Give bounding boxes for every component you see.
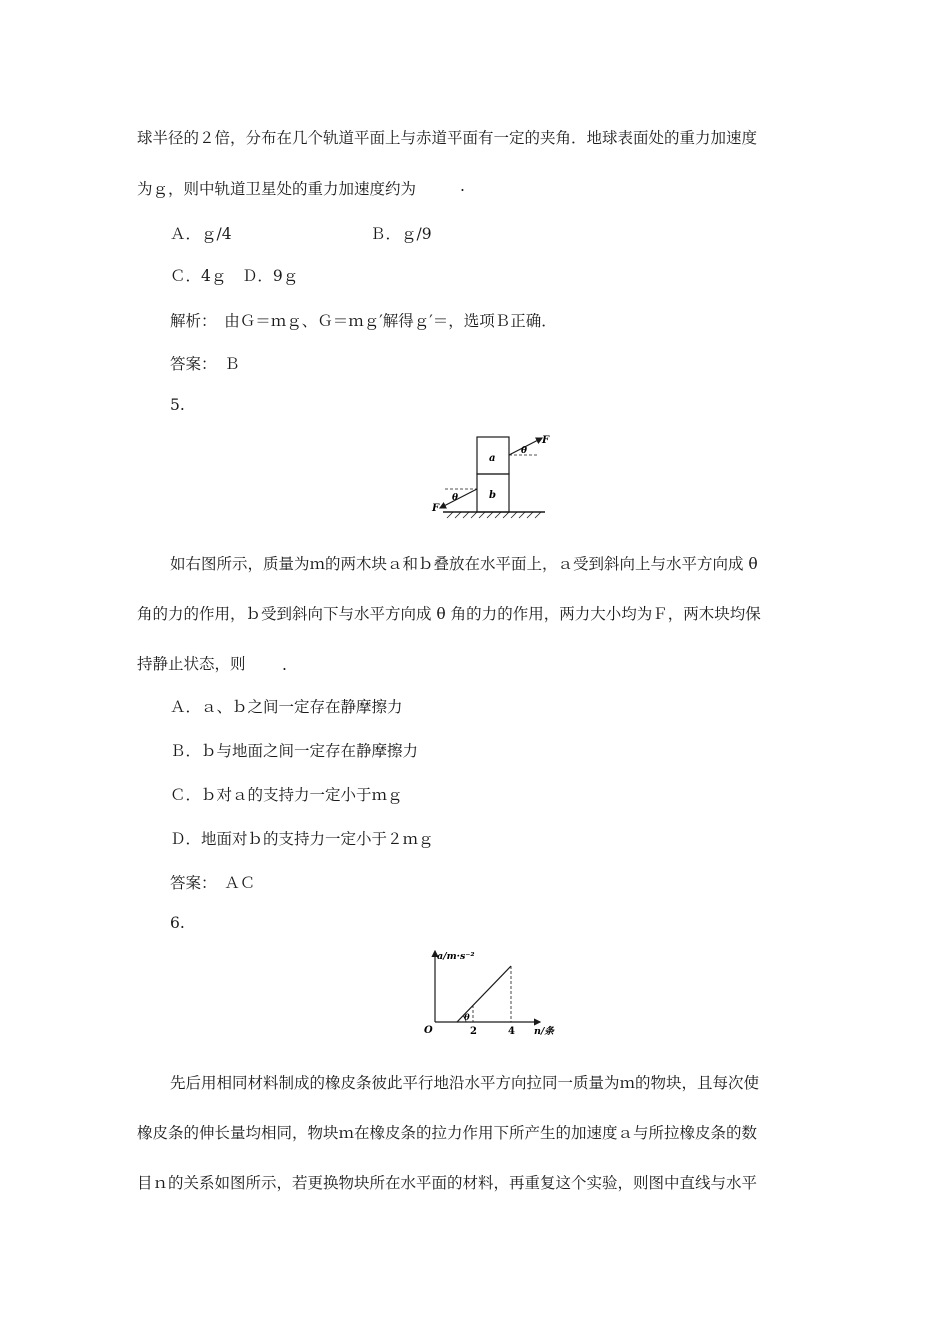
q6-graph-figure [420,945,570,1040]
angle-label-upper: θ [521,446,528,456]
ground-hatching [447,512,541,518]
q4-answer: 答案： Ｂ [170,355,240,373]
q4-stem-line-2: 为ｇ，则中轨道卫星处的重力加速度约为 [137,180,417,198]
q5-answer: 答案： ＡＣ [170,874,256,892]
q4-analysis: 解析： 由Ｇ＝ｍｇ、Ｇ＝ｍｇ′解得ｇ′＝，选项Ｂ正确． [170,312,557,330]
q5-stem-line-2: 角的力的作用，ｂ受到斜向下与水平方向成 θ 角的力的作用，两力大小均为Ｆ，两木块均保 [137,605,761,623]
q5-blank-dot: . [282,656,287,674]
q6-stem-line-3: 目ｎ的关系如图所示，若更换物块所在水平面的材料，再重复这个实验，则图中直线与水平 [137,1174,758,1192]
q5-stem-line-3: 持静止状态，则 [137,655,246,673]
force-arrow-lower [440,489,477,508]
q4-option-b: Ｂ．ｇ/9 [370,225,432,243]
q5-stem-line-1: 如右图所示，质量为ｍ的两木块ａ和ｂ叠放在水平面上，ａ受到斜向上与水平方向成 θ [170,555,758,573]
q4-stem-line-1: 球半径的２倍，分布在几个轨道平面上与赤道平面有一定的夹角．地球表面处的重力加速度 [137,129,758,147]
force-label-lower: F [432,503,440,514]
q4-option-a: Ａ．ｇ/4 [170,225,232,243]
block-b-label: b [489,490,496,501]
q6-stem-line-2: 橡皮条的伸长量均相同，物块ｍ在橡皮条的拉力作用下所产生的加速度ａ与所拉橡皮条的数 [137,1124,758,1142]
force-label-upper: F [542,435,550,446]
q4-blank-dot: . [460,177,465,195]
q6-number: 6. [170,914,185,932]
angle-label-lower: θ [452,493,459,503]
q4-option-cd: Ｃ．4ｇ Ｄ．9ｇ [170,267,299,285]
q6-stem-line-1: 先后用相同材料制成的橡皮条彼此平行地沿水平方向拉同一质量为ｍ的物块，且每次使 [170,1074,760,1092]
q5-blocks-figure [425,430,550,522]
y-axis-label: a/m·s⁻² [437,951,475,962]
tick-label-2: 2 [470,1026,477,1037]
x-axis-label: n/条 [534,1026,554,1037]
q5-option-d: Ｄ．地面对ｂ的支持力一定小于２ｍｇ [170,830,434,848]
q5-option-b: Ｂ．ｂ与地面之间一定存在静摩擦力 [170,742,419,760]
origin-label: O [424,1025,433,1036]
block-a-label: a [489,453,496,464]
angle-label: θ [464,1013,470,1023]
q5-number: 5. [170,396,185,414]
tick-label-4: 4 [508,1026,515,1037]
q5-option-a: Ａ．ａ、ｂ之间一定存在静摩擦力 [170,698,403,716]
q5-option-c: Ｃ．ｂ对ａ的支持力一定小于ｍｇ [170,786,403,804]
